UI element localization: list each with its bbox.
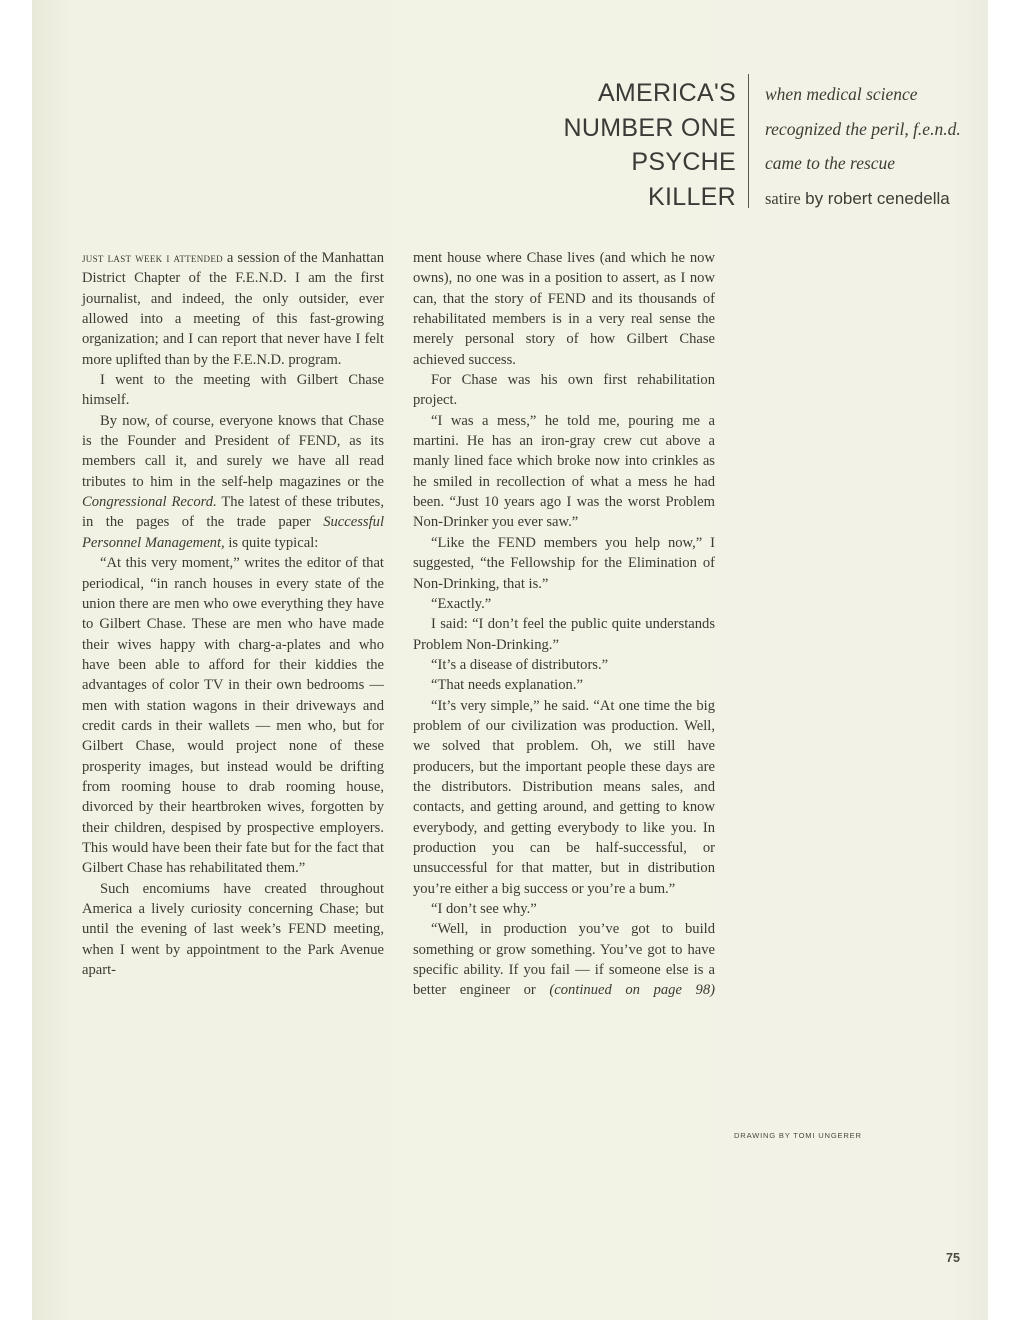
- title-line: AMERICA'S: [597, 79, 736, 107]
- subtitle-line: came to the rescue: [765, 153, 896, 173]
- paragraph-text: The latest of these tributes, in the pages of the trade paper: [82, 494, 385, 531]
- paragraph: “That needs explanation.”: [431, 677, 583, 694]
- title-line: KILLER: [648, 182, 736, 211]
- article-subtitle: [765, 77, 1005, 216]
- paragraph: “It’s a disease of distributors.”: [431, 656, 609, 673]
- paragraph: For Chase was his own first rehabilitation project.: [413, 372, 715, 409]
- subtitle-line: recognized the peril, f.e.n.d.: [765, 118, 961, 139]
- magazine-page: [32, 0, 988, 1320]
- paragraph: [82, 411, 384, 553]
- paragraph: Such encomiums have created throughout America a lively curiosity concerning Chase; but until the evening of last week’s FEND meeting, when I went by appointment to the Park Avenue apart-: [82, 880, 384, 979]
- paragraph: [82, 248, 384, 370]
- title-line: PSYCHE: [631, 148, 736, 176]
- paragraph: “I was a mess,” he told me, pouring me a martini. He has an iron-gray crew cut above a manly lined face which broke now into crinkles as he smiled in recollection of what a mess he had been. “Just 10 years ago I was the worst Problem Non-Drinker you ever saw.”: [413, 412, 715, 531]
- paragraph: “Exactly.”: [431, 595, 492, 612]
- byline-prefix: satire: [765, 188, 801, 208]
- paragraph: “At this very moment,” writes the editor of that periodical, “in ranch houses in every state of the union there are men who owe everything they have to Gilbert Chase. These are men who have made their wives happy with charg-a-plates and who have been able to afford for their kiddies the advantages of color TV in their own bedrooms — men with station wagons in their driveways and credit cards in their wallets — men who, but for Gilbert Chase, would project none of these prosperity images, but instead would be drifting from rooming house to drab rooming house, divorced by their heartbroken wives, forgotten by their children, despised by prospective employers. This would have been their fate but for the fact that Gilbert Chase has rehabilitated them.”: [82, 555, 384, 877]
- title-divider: [748, 74, 749, 208]
- italic-title: Successful Personnel Management,: [82, 514, 384, 551]
- title-line: NUMBER ONE: [563, 113, 736, 142]
- subtitle-line: when medical science: [765, 84, 918, 104]
- illustration-credit: DRAWING BY TOMI UNGERER: [734, 1131, 862, 1140]
- byline: [765, 181, 1005, 217]
- page-number: 75: [946, 1251, 960, 1265]
- paragraph-text: a session of the Manhattan District Chapter of the F.E.N.D. I am the first journalist, and indeed, the only outsider, ever allowed into a meeting of this fast-growing organization; and I can report that never have I felt more uplifted than by the F.E.N.D. program.: [82, 250, 384, 368]
- article-title: [512, 76, 736, 214]
- paragraph: I went to the meeting with Gilbert Chase himself.: [82, 372, 384, 409]
- continued-note[interactable]: (continued on page 98): [549, 982, 715, 999]
- paragraph-text: By now, of course, everyone knows that Chase is the Founder and President of FEND, as its members call it, and surely we have all read tributes to him in the self-help magazines or the: [82, 412, 384, 490]
- paragraph: “It’s very simple,” he said. “At one time the big problem of our civilization was production. Well, we solved that problem. Oh, we still have producers, but the important people these days are the distributors. Distribution means sales, and contacts, and getting around, and getting to know everybody, and getting everybody to like you. In production you can be half-successful, or unsuccessful for that matter, but in distribution you’re either a big success or you’re a bum.”: [413, 697, 715, 897]
- paragraph: I said: “I don’t feel the public quite understands Problem Non-Drinking.”: [413, 616, 715, 653]
- paragraph-text: “Well, in production you’ve got to build something or grow something. You’ve got to have specific ability. If you fail — if someone else is a better engineer or: [413, 921, 715, 999]
- byline-author: by robert cenedella: [805, 188, 950, 208]
- paragraph: [413, 919, 715, 1000]
- paragraph-text: is quite typical:: [224, 534, 319, 551]
- paragraph: “I don’t see why.”: [431, 901, 537, 917]
- italic-title: Congressional Record.: [82, 494, 217, 511]
- paragraph: “Like the FEND members you help now,” I suggested, “the Fellowship for the Elimination of Non-Drinking, that is.”: [413, 534, 715, 592]
- paragraph: ment house where Chase lives (and which he now owns), no one was in a position to assert, as I now can, that the story of FEND and its thousands of rehabilitated members is in a very real sense the merely personal story of how Gilbert Chase achieved success.: [413, 250, 715, 368]
- lead-in: just last week i attended: [82, 250, 223, 265]
- body-column-left: [82, 248, 384, 980]
- body-column-right: [413, 248, 715, 1001]
